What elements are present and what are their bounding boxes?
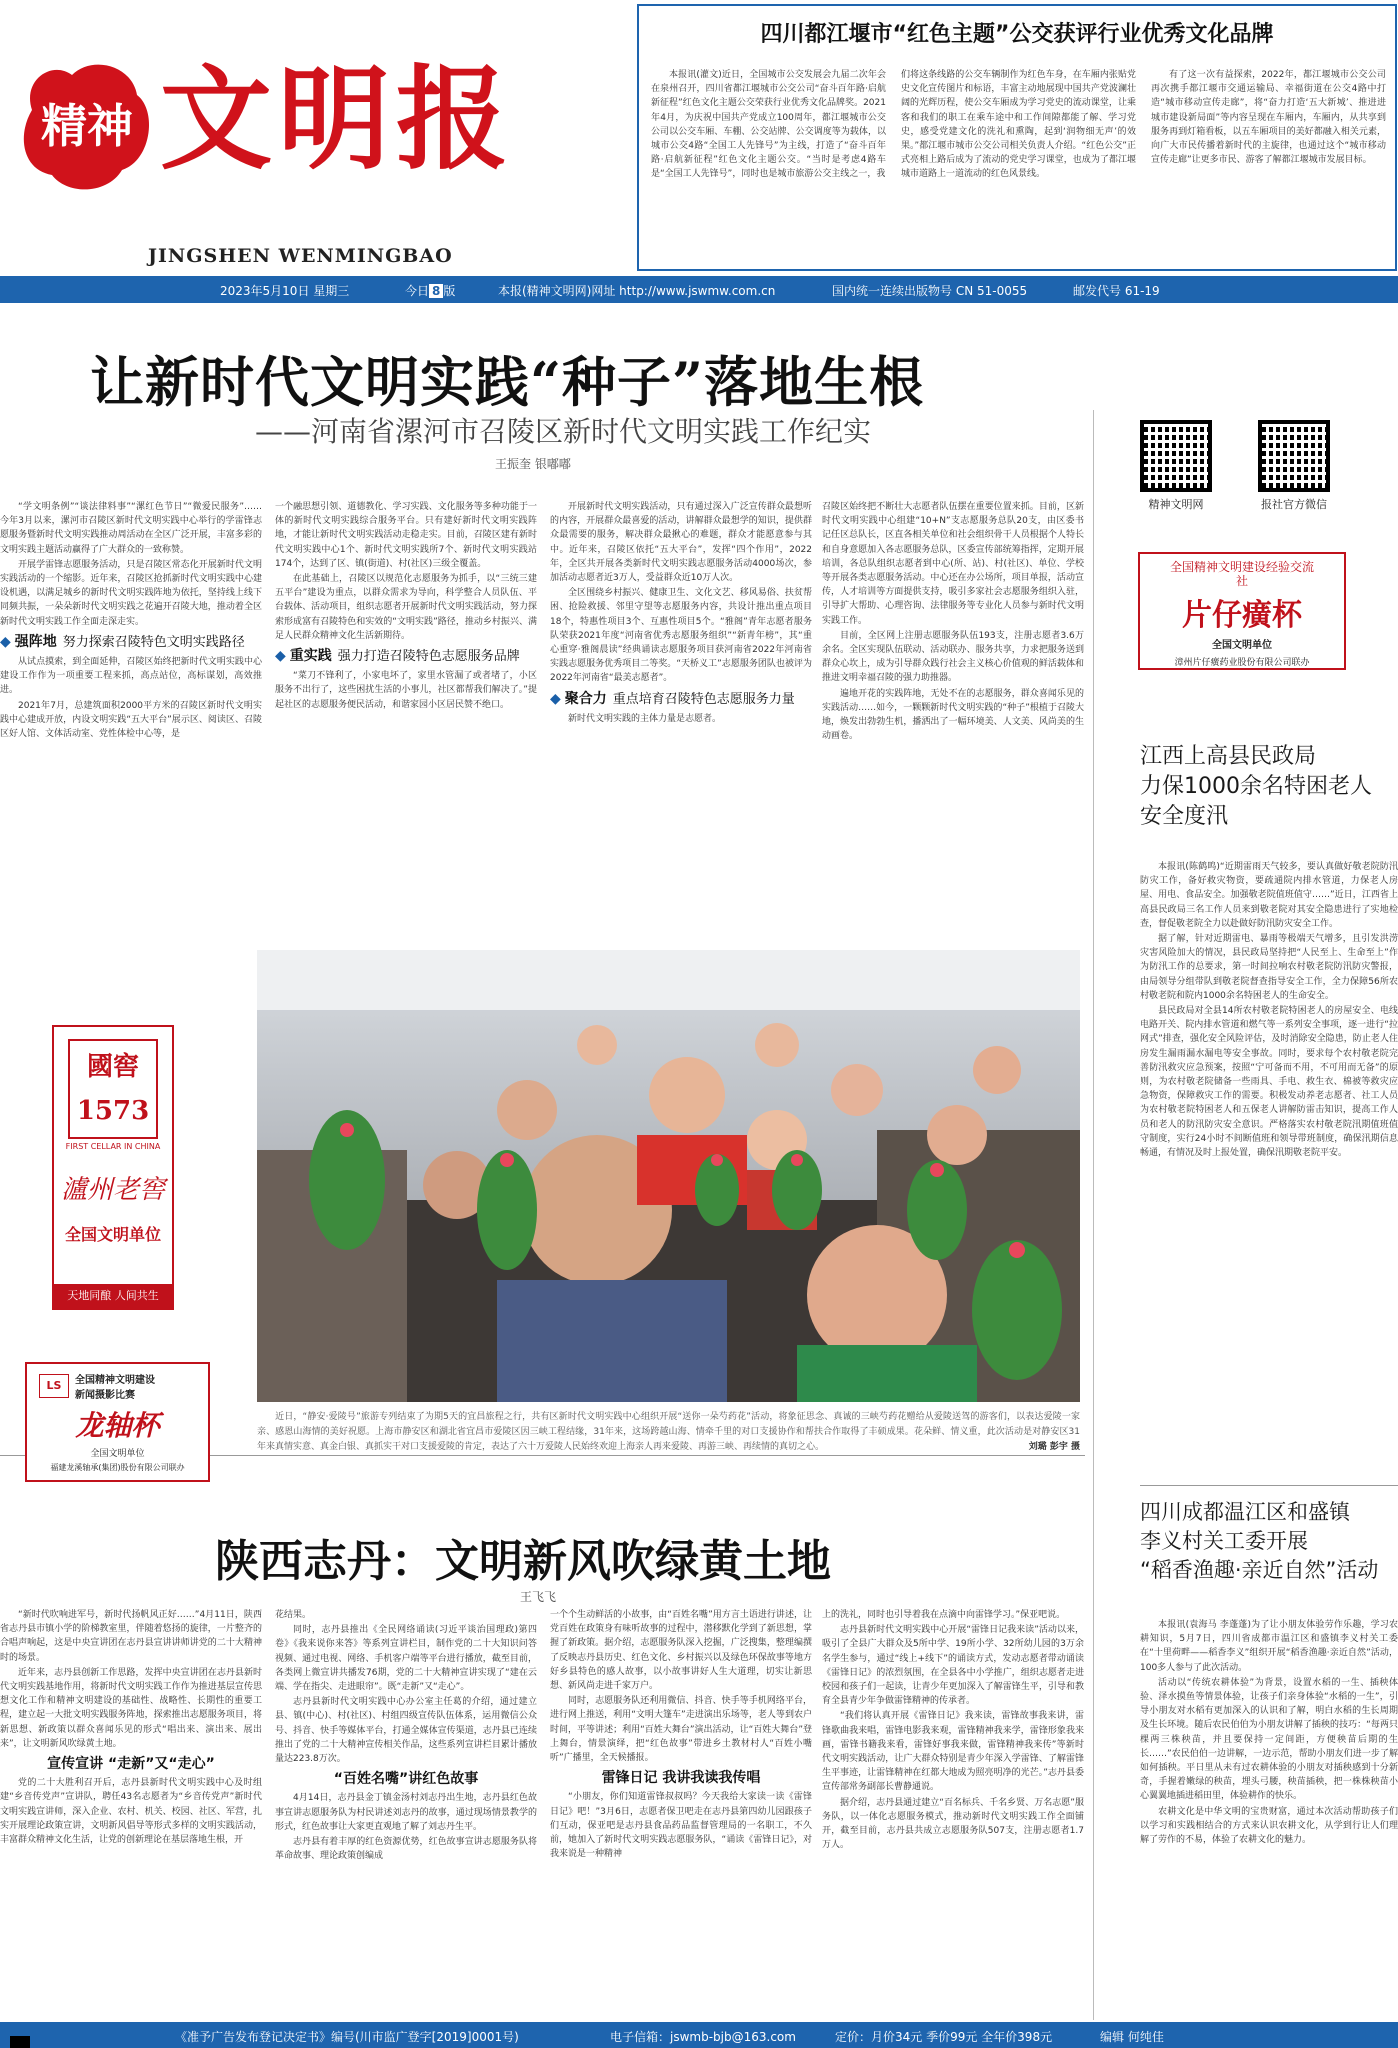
cn-number: 国内统一连续出版物号 CN 51-0055 [832,284,1028,298]
footer-email[interactable]: 电子信箱：jswmb-bjb@163.com [610,2030,796,2044]
website-url[interactable]: 本报(精神文明网)网址 http://www.jswmw.com.cn [498,284,776,298]
photo-caption: 近日，“静安·爱陵号”旅游专列结束了为期5天的宜昌旅程之行，共有区新时代文明实践中心组织开展“送你一朵芍药花”活动，将象征思念、真诚的三峡芍药花赠给从爱陵送驾的游客们，以表达爱陵一家亲、感恩山海情的美好祝愿。上海市静安区和湖北省宜昌市爱陵区因三峡工程结缘，31年来，这场跨越山海、情牵千里的对口支援协作和帮扶合作取得了丰硕成果。花朵鲜、情义重，此次活动是对静安区31年来真情实意、真金白银、真抓实干对口支援爱陵的肯定，表达了六十万爱陵人民始终欢迎上海亲人再来爱陵、再游三峡、再续情的真切之心。 刘璐 彭宇 摄 [257,1410,1080,1455]
story1-title: 江西上高县民政局 力保1000余名特困老人 安全度汛 [1140,744,1372,829]
story1-body: 本报讯(陈鹤鸣)“近期雷雨天气较多，要认真做好敬老院防汛防灾工作，备好救灾物资，要疏通院内排水管道，力保老人房屋、用电、食品安全。加强敬老院值班值守……”近日，江西省上高县民政局三名工作人员来到敬老院对其安全隐患进行了实地检查，督促敬老院全力以赴做好防汛防灾安全工作。 据了解，针对近期雷电、暴雨等极端天气增多，且引发洪涝灾害风险加大的情况，县民政局坚持把“人民至上、生命至上”作为防汛工作的总要求，第一时间拉响农村敬老院防汛防灾警报，由局领导分组带队到敬老院督查指导安全工作，全力保障56所农村敬老院和院内1000余名特困老人的生命安全。 县民政局对全县14所农村敬老院特困老人的房屋安全、电线电路开关、院内排水管道和燃气等一系列安全事项，逐一进行“拉网式”排查，强化安全风险评估，及时消除安全隐患，防止老人住房发生漏雨漏水漏电等安全事故。同时，要求每个农村敬老院完善防汛救灾应急预案，按照“宁可备而不用，不可用而无备”的原则，为农村敬老院储备一些雨具、手电、救生衣、棉被等救灾应急物资，保障救灾工作的需要。积极发动养老志愿者、社工人员为农村敬老院特困老人和五保老人讲解防雷击知识，提高工作人员和老人的防汛防灾安全意识。严格落实农村敬老院汛期值班值守制度，实行24小时不间断值班和领导带班制度，确保汛期信息畅通，有情况及时上报处置，确保汛期敬老院平安。 [1140,862,1398,1159]
newspaper-pinyin: JINGSHEN WENMINGBAO [148,245,453,267]
longzhou-top1: 全国精神文明建设 [75,1375,155,1386]
longzhou-ad [25,1362,210,1482]
qr-code-1[interactable] [1140,420,1212,512]
footer-bar [0,2022,1398,2048]
second-col-4: 上的洗礼，同时也引导着我在点滴中向雷锋学习。”保亚吧说。 志丹县新时代文明实践中心开展“雷锋日记我来读”活动以来，吸引了全县广大群众及5所中学、19所小学、32所幼儿园的3万余名学生参与，通过“线上+线下”的诵读方式，发动志愿者带动诵读《雷锋日记》的浓烈氛围，在全县各中小学推广，组织志愿者走进校园和孩子们一起读，让青少年更加深入了解雷锋生平，引导和教育全县青少年争做雷锋精神的传承者。 “我们将认真开展《雷锋日记》我来读，雷锋故事我来讲，雷锋歌曲我来唱，雷锋电影我来观，雷锋精神我来学，雷锋形象我来画，雷锋书籍我来看，雷锋好事我来做，雷锋精神我来传”等新时代文明实践活动，让广大群众特别是青少年深入学雷锋、了解雷锋生平事迹，让雷锋精神在红都大地成为照亮明净的光芒。”志丹县委宣传部常务副部长曹静通说。 据介绍，志丹县通过建立“百名标兵、千名乡贤、万名志愿”服务队，以一体化志愿服务模式，推动新时代文明实践工作全面铺开，截至目前，志丹县共成立志愿服务队507支，注册志愿者1.7万人。 [822,1610,1084,1851]
guojiao-logo: 國窖1573 [68,1039,158,1139]
qr2-label: 报社官方微信 [1261,498,1327,511]
longzhou-name: 龙轴杯 [75,1409,160,1442]
footer-editor: 编辑 何纯佳 [1100,2030,1164,2044]
today-pages: 今日 8 版 [405,284,456,298]
newspaper-title: 文明报 [160,54,514,185]
volunteers-with-flowers-image [257,950,1080,1402]
sidebar-section-divider [1140,1485,1398,1486]
second-col-3: 一个个生动鲜活的小故事，由“百姓名嘴”用方言土语进行讲述，让党百姓在政策身有味听故事的过程中，潜移默化学到了新思想，掌握了新政策。据介绍，志愿服务队深入挖掘，广泛搜集，整理编撰了反映志丹县历史、红色文化、乡村振兴以及绿色环保故事等地方好乡县特色的感人故事，以小故事讲好人生大道理，切实让新思想、新风尚走进千家万户。 同时，志愿服务队还利用微信、抖音、快手等手机网络平台，进行网上推送，利用“文明大篷车”走进演出乐场等，老人等到农户时间，平等讲述；利用“百姓大舞台”演出活动，让“百姓大舞台”登上舞台，情景演绎，把“红色故事”带进乡土教材村人“百姓小嘴听”广播里，全天候播报。 雷锋日记 我讲我读我传唱 “小朋友，你们知道雷锋叔叔吗？今天我给大家读一读《雷锋日记》吧！”3月6日，志愿者保卫吧走在志丹县第四幼儿园跟孩子们互动，保亚吧是志丹县食品药品监督管理局的一名职工，不久前，她加入了新时代文明实践志愿服务队，“诵读《雷锋日记》，对我来说是一种精神 [550,1610,812,1860]
guojiao-small-text: FIRST CELLAR IN CHINA [65,1142,161,1151]
main-authors: 王振奎 银嘟嘟 [495,457,571,471]
qr1-label: 精神文明网 [1148,498,1204,511]
main-col-4: 召陵区始终把不断壮大志愿者队伍摆在重要位置来抓。目前，区新时代文明实践中心组建“10+N”支志愿服务总队20支，由区委书记任区总队长，区直各相关单位和社会组织骨干人员根据个人特长和自身意愿加入各志愿服务总队，区委宣传部统筹指挥，定期开展培训，各总队组织志愿者到中心(所、站)、村(社区)、单位、学校等开展各类志愿服务活动。中心还在办公场所，项目单报，活动宣传，人才培训等方面提供支持，吸引多家社会志愿服务组织入驻，引导扩大帮助、心理咨询、法律服务等专业化人员参与新时代文明实践工作。 目前，全区网上注册志愿服务队伍193支，注册志愿者3.6万余名。全区实现队伍联动、活动联办、服务共享，力求把服务送到群众心坎上，成为引导群众践行社会主义核心价值观的鲜活载体和推进文明幸福召陵的强力助推器。 遍地开花的实践阵地，无处不在的志愿服务，群众喜闻乐见的实践活动……如今，一颗颗新时代文明实践的“种子”根植于召陵大地，焕发出勃勃生机，播洒出了一幅环境美、人文美、风尚美的生动画卷。 [822,502,1084,742]
masthead [0,0,625,290]
luzhou-brand: 瀘州老窖 [60,1175,165,1205]
longzhou-unit: 全国文明单位 [90,1449,145,1459]
guojiao-unit: 全国文明单位 [64,1225,161,1244]
longzhou-company: 福建龙溪轴承(集团)股份有限公司联办 [50,1463,185,1472]
ls-logo-icon: LS [39,1374,69,1398]
top-story-box [637,4,1397,271]
main-headline: 让新时代文明实践“种子”落地生根 [90,350,925,414]
qr-code-2[interactable] [1258,420,1330,512]
top-story-col-2: 们将这条线路的公交车辆制作为红色车身，在车厢内张贴党史文化宣传图片和标语，丰富主动地展现中国共产党波澜壮阔的光辉历程，使公交车厢成为学习党史的流动课堂，让乘客和我们的职工在乘车途中和工作间隙都能了解、学习党史，感受党建文化的洗礼和熏陶，起到‘润物细无声’的效果。”都江堰市城市公交公司相关负责人介绍。“红色公交”正式亮相上路后成为了流动的党史学习课堂，也成为了都江堰城市道路上一道流动的红色风景线。 [901,70,1136,180]
second-headline: 陕西志丹：文明新风吹绿黄土地 [215,1536,831,1587]
longzhou-top2: 新闻摄影比赛 [75,1390,135,1401]
issue-date: 2023年5月10日 星期三 [220,284,350,298]
main-col-3: 开展新时代文明实践活动，只有通过深入广泛宣传群众最想听的内容，开展群众最喜爱的活动，讲解群众最想学的知识，提供群众最需要的服务，解决群众最揪心的难题，群众才能愿意参与其中。近年来，召陵区依托“五大平台”，发挥“四个作用”，2022年，全区共开展各类新时代文明实践志愿服务活动4000场次，参加活动志愿者近3万人，受益群众近10万人次。 全区围绕乡村振兴、健康卫生、文化文艺、移风易俗、扶贫帮困、抢险救援、邻里守望等志愿服务内容，共设计推出重点项目18个，特惠性项目3个、互惠性项目5个。“雅阁”青年志愿者服务队荣获2021年度“河南省优秀志愿服务组织”“新青年榜”，其“重心重穿·雅阁晨读”经典诵读志愿服务项目获河南省2022年河南省实践志愿服务优秀项目二等奖。“天桥义工”志愿服务团队也被评为2022年河南省“最美志愿者”。 ◆ 聚合力 重点培育召陵特色志愿服务力量 新时代文明实践的主体力量是志愿者。 [550,502,812,724]
sidebar-divider [1093,410,1094,2020]
seal-text: 精神 [41,99,133,153]
footer-price: 定价：月价34元 季价99元 全年价398元 [835,2030,1053,2044]
top-story-title: 四川都江堰市“红色主题”公交获评行业优秀文化品牌 [760,22,1274,47]
second-author: 王飞飞 [520,1590,557,1604]
top-story-col-3: 有了这一次有益探索，2022年，都江堰城市公交公司再次携手都江堰市交通运输局、幸福街道在公交4路中打造“城市移动宣传走廊”，将“奋力打造‘五大新城’、推进进城市建设新局面”等内容呈现在车厢内，车厢内，从共享到服务再到灯箱看板，以五车厢项目的美好都融入相关元素，向广大市民传播着新时代的主旋律，也通过这个“城市移动宣传走廊”让更多市民、游客了解都江堰城市发展目标。 [1151,70,1386,166]
second-col-1: “新时代吹响进军号，新时代扬帆风正好……”4月11日，陕西省志丹县市镇小学的阶梯教室里，伴随着悠扬的旋律，一片整齐的合唱声响起，这是中央宣讲团在志丹县宣讲讲师讲党的二十大精神时的场景。 近年来，志丹县创新工作思路，发挥中央宣讲团在志丹县新时代文明实践基地作用，将新时代文明实践工作作为推进基层宣传思想文化工作和精神文明建设的基础性、战略性、长期性的重要工程，建立起一大批文明实践服务阵地，探索推出志愿服务项目，将新思想、新政策以群众喜闻乐见的形式“唱出来、演出来、展出来”，让文明新风吹绿黄土地。 宣传宣讲 “走新”又“走心” 党的二十大胜利召开后，志丹县新时代文明实践中心及时组建“乡音传党声”宣讲队，聘任43名志愿者为“乡音传党声”新时代文明实践宣讲师，深入企业、农村、机关、校园、社区、军营，扎实开展理论政策宣讲，文明新风倡导等形式多样的文明实践活动，丰富群众精神文化生活，让党的创新理论在基层落地生根，开 [0,1610,262,1846]
guojiao-slogan: 天地同酿 人间共生 [54,1284,172,1308]
masthead-info-bar [0,276,1398,303]
qr-code-icon [1140,420,1212,492]
main-col-2: 一个融思想引领、道德教化、学习实践、文化服务等多种功能于一体的新时代文明实践综合服务平台。只有建好新时代文明实践阵地，才能让新时代文明实践活动走稳走实。目前，召陵区建有新时代文明实践中心1个、新时代文明实践所7个、新时代文明实践站174个，达到了区、镇(街道)、村(社区)三级全覆盖。 在此基础上，召陵区以规范化志愿服务为抓手，以“三统三建五平台”建设为重点，以群众需求为导向，科学整合人员队伍、平台载体、活动项目，组织志愿者开展新时代文明实践活动，努力探索形成富有召陵特色和实效的“文明实践”路径，推动乡村振兴、满足人民群众精神文化生活新期待。 ◆ 重实践 强力打造召陵特色志愿服务品牌 “菜刀不锋利了，小家电坏了，家里水管漏了或者堵了，小区服务不出行了，这些困扰生活的小事儿，社区都帮我们解决了。”提起社区的志愿服务便民活动，和谐家园小区居民赞不绝口。 [275,502,537,710]
guojiao-ad [52,1025,174,1310]
top-story-col-1: 本报讯(灌文)近日，全国城市公交发展会九届二次年会在泉州召开，四川省都江堰城市公交公司“奋斗百年路·启航新征程”红色文化主题公交荣获行业优秀文化品牌奖。2021年4月，为庆祝中国共产党成立100周年，都江堰城市公交公司以公交车厢、车棚、公交站牌、公交调度等为载体，以城市公交4路“全国工人先锋号”为主线，打造了“奋斗百年路·启航新征程”红色文化主题公交。“当时是考虑4路车是“全国工人先锋号”，同时也是城市旅游公交主线之一，我 [651,70,886,180]
photo-credit: 刘璐 彭宇 摄 [1028,1442,1080,1452]
pzh-top: 全国精神文明建设经验交流社 [1169,560,1314,588]
pzh-company: 漳州片仔癀药业股份有限公司联办 [1174,658,1310,668]
qr-code-icon [1258,420,1330,492]
postal-code: 邮发代号 61-19 [1073,284,1160,298]
story2-body: 本报讯(袁海马 李蓬蓬)为了让小朋友体验劳作乐趣，学习农耕知识，5月7日，四川省成都市温江区和盛镇李义村关工委在“十里荷畔——稻香李义”组织开展“稻香渔趣·亲近自然”活动，100多人参与了此次活动。 活动以“传统农耕体验”为背景，设置水稻的一生、插秧体验、泽水摸鱼等情景体验，让孩子们亲身体验“水稻的一生”，引导小朋友对水稻有更加深入的认识和了解，明白水稻的生长周期及生长环境。随后农民伯伯为小朋友讲解了插秧的技巧：“每两只棵两三株秧苗，并且要保持一定间距，方便秧苗后期的生长……”农民伯伯一边讲解，一边示范，帮助小朋友们进一步了解如何插秧。平日里从未有过农耕体验的小朋友对插秧感到十分新奇，手握着嫩绿的秧苗，埋头弓腰，秧苗插秧，把一株株秧苗小心翼翼地插进稻田里，体验耕作的快乐。 农耕文化是中华文明的宝贵财富，通过本次活动帮助孩子们以学习和实践相结合的方式来认识农耕文化，从学到行让人们理解了劳作的不易，体验了农耕文化的魅力。 [1140,1620,1398,1846]
main-col-1: “学文明条例”“谈法律料事”“漯红色节日”“微爱民服务”……今年3月以来，漯河市召陵区新时代文明实践中心举行的学雷锋志愿服务暨新时代文明实践推动周活动在全区广泛开展，丰富多彩的文明实践主题活动赢得了广大群众的一致称赞。 开展学雷锋志愿服务活动，只是召陵区常态化开展新时代文明实践活动的一个缩影。近年来，召陵区抢抓新时代文明实践中心建设机遇，以满足城乡的新时代文明实践阵地为依托，坚持线上线下同频共振，一朵朵新时代文明实践之花遍开召陵大地，推动着全区新时代文明实践工作全面走深走实。 ◆ 强阵地 努力探索召陵特色文明实践路径 从试点摸索，到全面延伸，召陵区始终把新时代文明实践中心建设工作作为一项重要工程来抓，高点站位，高标谋划，高效推进。 2021年7月，总建筑面积2000平方米的召陵区新时代文明实践中心建成开放，内设文明实践“五大平台”展示区、阅读区、召陵区好人馆、文体活动室、党性体检中心等，是 [0,502,262,740]
seal-logo-icon [12,50,162,200]
pianzaihuang-ad [1138,552,1346,670]
news-photo [257,950,1080,1402]
main-subheadline: ——河南省漯河市召陵区新时代文明实践工作纪实 [255,415,872,448]
pzh-name: 片仔癀杯 [1182,598,1302,633]
ad-license: 《准予广告发布登记决定书》编号(川市监广登字[2019]0001号) [175,2030,519,2044]
pzh-unit: 全国文明单位 [1212,640,1272,651]
story2-title: 四川成都温江区和盛镇 李义村关工委开展 “稻香渔趣·亲近自然”活动 [1140,1500,1379,1582]
second-col-2: 花结果。 同时，志丹县推出《全民网络诵读(习近平谈治国理政)第四卷》《我来说你来答》等系列宣讲栏目，制作党的二十大知识问答视频、通过电视、网络、手机客户端等平台进行播放，截至目前，各类网上微宣讲共播发76期，党的二十大精神宣讲实现了“建在云端、学在指尖、走进眼帘”。既“走新”又“走心”。 志丹县新时代文明实践中心办公室主任葛的介绍，通过建立县、镇(中心)、村(社区)、村组四级宣传队伍体系，运用微信公众号、抖音、快手等媒体平台，打通全媒体宣传渠道，志丹县已连续推出了党的二十大精神宣传相关作品，这些系列宣讲栏目累计播放量达223.8万次。 “百姓名嘴”讲红色故事 4月14日，志丹县金丁镇金汤村刘志丹出生地，志丹县红色故事宣讲志愿服务队为村民讲述刘志丹的故事，通过现场情景教学的形式，红色故事让大家更直观地了解了刘志丹生平。 志丹县有着丰厚的红色资源优势，红色故事宣讲志愿服务队将革命故事、理论政策创编成 [275,1610,537,1862]
